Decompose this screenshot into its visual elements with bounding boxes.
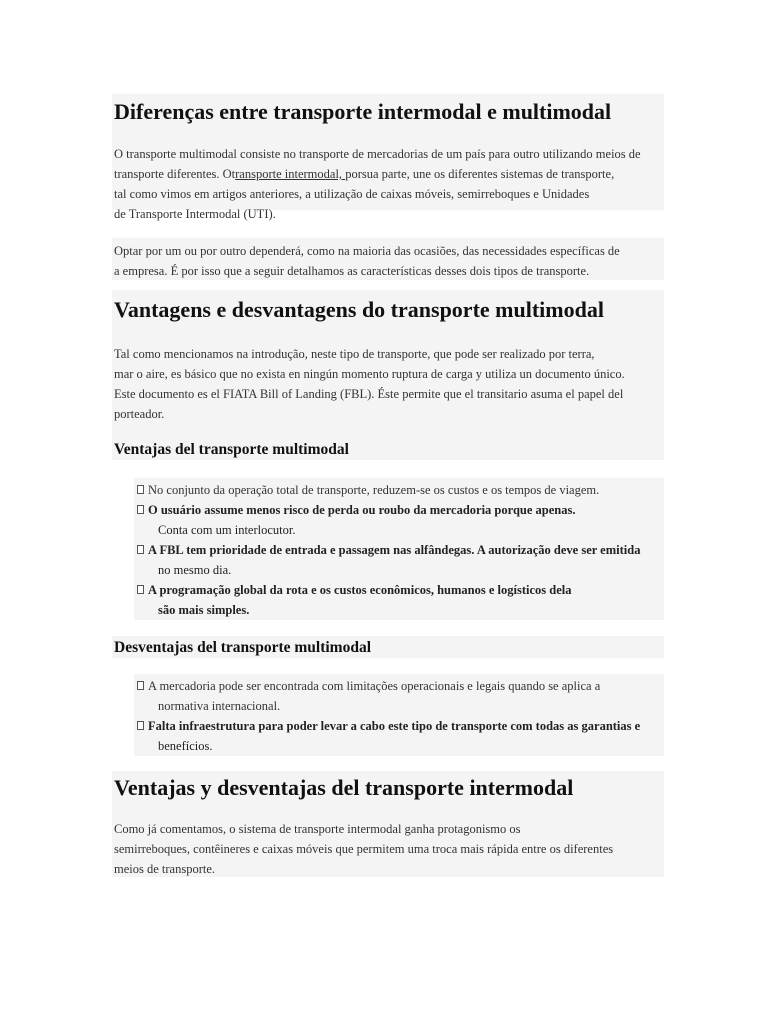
bullet-icon (137, 545, 144, 554)
section-intermodal (112, 771, 664, 877)
paragraph-intro-1 (114, 144, 662, 224)
subheading-cons: Desventajas del transporte multimodal (114, 639, 372, 656)
list-item: A FBL tem prioridade de entrada e passagem nas alfândegas. A autorização deve ser emitida no mesmo dia. (134, 540, 664, 580)
list-item: Falta infraestrutura para poder levar a cabo este tipo de transporte com todas as garantias e benefícios. (134, 716, 664, 756)
list-pros (134, 478, 664, 620)
bullet-icon (137, 585, 144, 594)
paragraph-multimodal: Tal como mencionamos na introdução, neste tipo de transporte, que pode ser realizado por terra, mar o aire, es básico que no exista en ningún momento ruptura de carga y utiliza un documento único. Este documento es el FIATA Bill of Landing (FBL). Éste permite que el transitario asuma el papel del porteador. (114, 347, 625, 421)
heading-multimodal: Vantagens e desvantagens do transporte multimodal (114, 297, 604, 322)
subheading-pros: Ventajas del transporte multimodal (114, 441, 349, 458)
section-intro (112, 94, 664, 221)
paragraph-intro-1-start: O transporte multimodal consiste no transporte de mercadorias de um país para outro utilizando meios de transporte diferentes. Ot (114, 147, 641, 181)
link-transporte-intermodal[interactable]: ransporte intermodal, (235, 167, 346, 181)
section-intro-2 (112, 238, 664, 280)
paragraph-intermodal: Como já comentamos, o sistema de transporte intermodal ganha protagonismo os semirreboques, contêineres e caixas móveis que permitem uma troca mais rápida entre os diferentes meios de transporte. (114, 822, 614, 876)
bullet-icon (137, 485, 144, 494)
bullet-icon (137, 681, 144, 690)
paragraph-intro-1-end: porsua parte, une os diferentes sistemas de transporte, tal como vimos em artigos anteriores, a utilização de caixas móveis, semirreboques e Unidades de Transporte Intermodal (UTI). (114, 167, 615, 221)
heading-differences: Diferenças entre transporte intermodal e multimodal (114, 99, 612, 124)
bullet-icon (137, 505, 144, 514)
list-item: No conjunto da operação total de transporte, reduzem-se os custos e os tempos de viagem. (134, 480, 664, 500)
section-multimodal (112, 290, 664, 460)
list-item: O usuário assume menos risco de perda ou roubo da mercadoria porque apenas. Conta com um interlocutor. (134, 500, 664, 540)
list-item: A mercadoria pode ser encontrada com limitações operacionais e legais quando se aplica a normativa internacional. (134, 676, 664, 716)
paragraph-intro-2: Optar por um ou por outro dependerá, como na maioria das ocasiões, das necessidades específicas de a empresa. É por isso que a seguir detalhamos as características desses dois tipos de transporte. (114, 244, 620, 278)
bullet-icon (137, 721, 144, 730)
list-cons (134, 674, 664, 756)
section-cons-heading (112, 636, 664, 658)
list-item: A programação global da rota e os custos econômicos, humanos e logísticos dela são mais simples. (134, 580, 664, 620)
heading-intermodal: Ventajas y desventajas del transporte intermodal (114, 775, 574, 800)
